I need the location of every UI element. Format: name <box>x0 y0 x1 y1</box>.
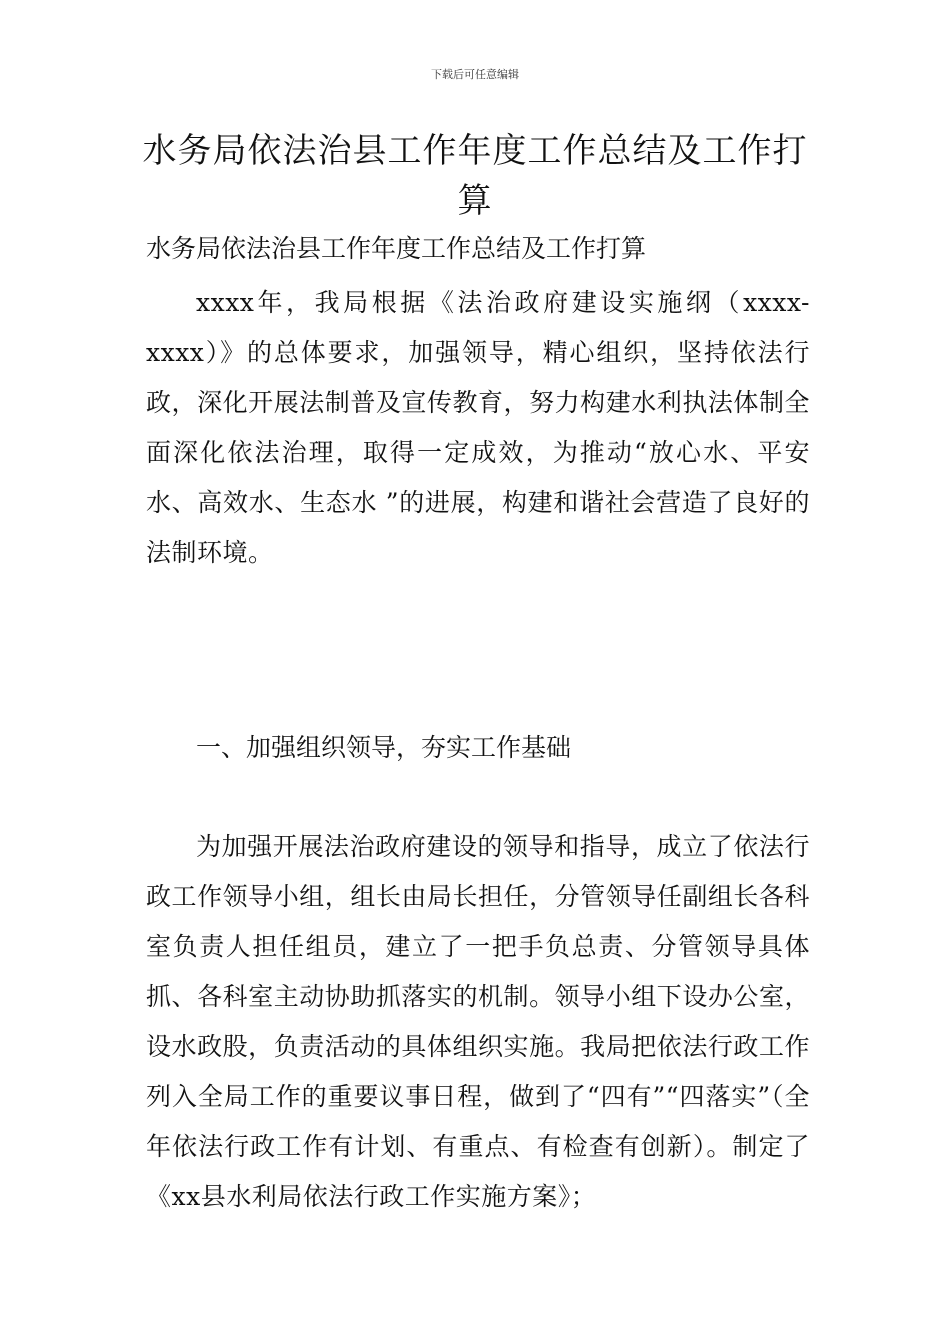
header-note: 下载后可任意编辑 <box>431 68 519 81</box>
intro-paragraph: xxxx年，我局根据《法治政府建设实施纲（xxxx-xxxx）》的总体要求，加强领导，精心组织，坚持依法行政，深化开展法制普及宣传教育，努力构建水利执法体制全面深化依法治理，取得一定成效，为推动“放心水、平安水、高效水、生态水 ”的进展，构建和谐社会营造了良好的法制环境。 <box>146 288 810 567</box>
document-title: 水务局依法治县工作年度工作总结及工作打算 <box>142 131 808 221</box>
section-heading: 一、加强组织领导，夯实工作基础 <box>196 733 572 762</box>
document-subtitle: 水务局依法治县工作年度工作总结及工作打算 <box>146 234 647 263</box>
section-paragraph: 为加强开展法治政府建设的领导和指导，成立了依法行政工作领导小组，组长由局长担任，分管领导任副组长各科室负责人担任组员，建立了一把手负总责、分管领导具体抓、各科室主动协助抓落实的机制。领导小组下设办公室，设水政股，负责活动的具体组织实施。我局把依法行政工作列入全局工作的重要议事日程，做到了“四有”“四落实”（全年依法行政工作有计划、有重点、有检查有创新）。制定了《xx县水利局依法行政工作实施方案》； <box>146 832 810 1211</box>
